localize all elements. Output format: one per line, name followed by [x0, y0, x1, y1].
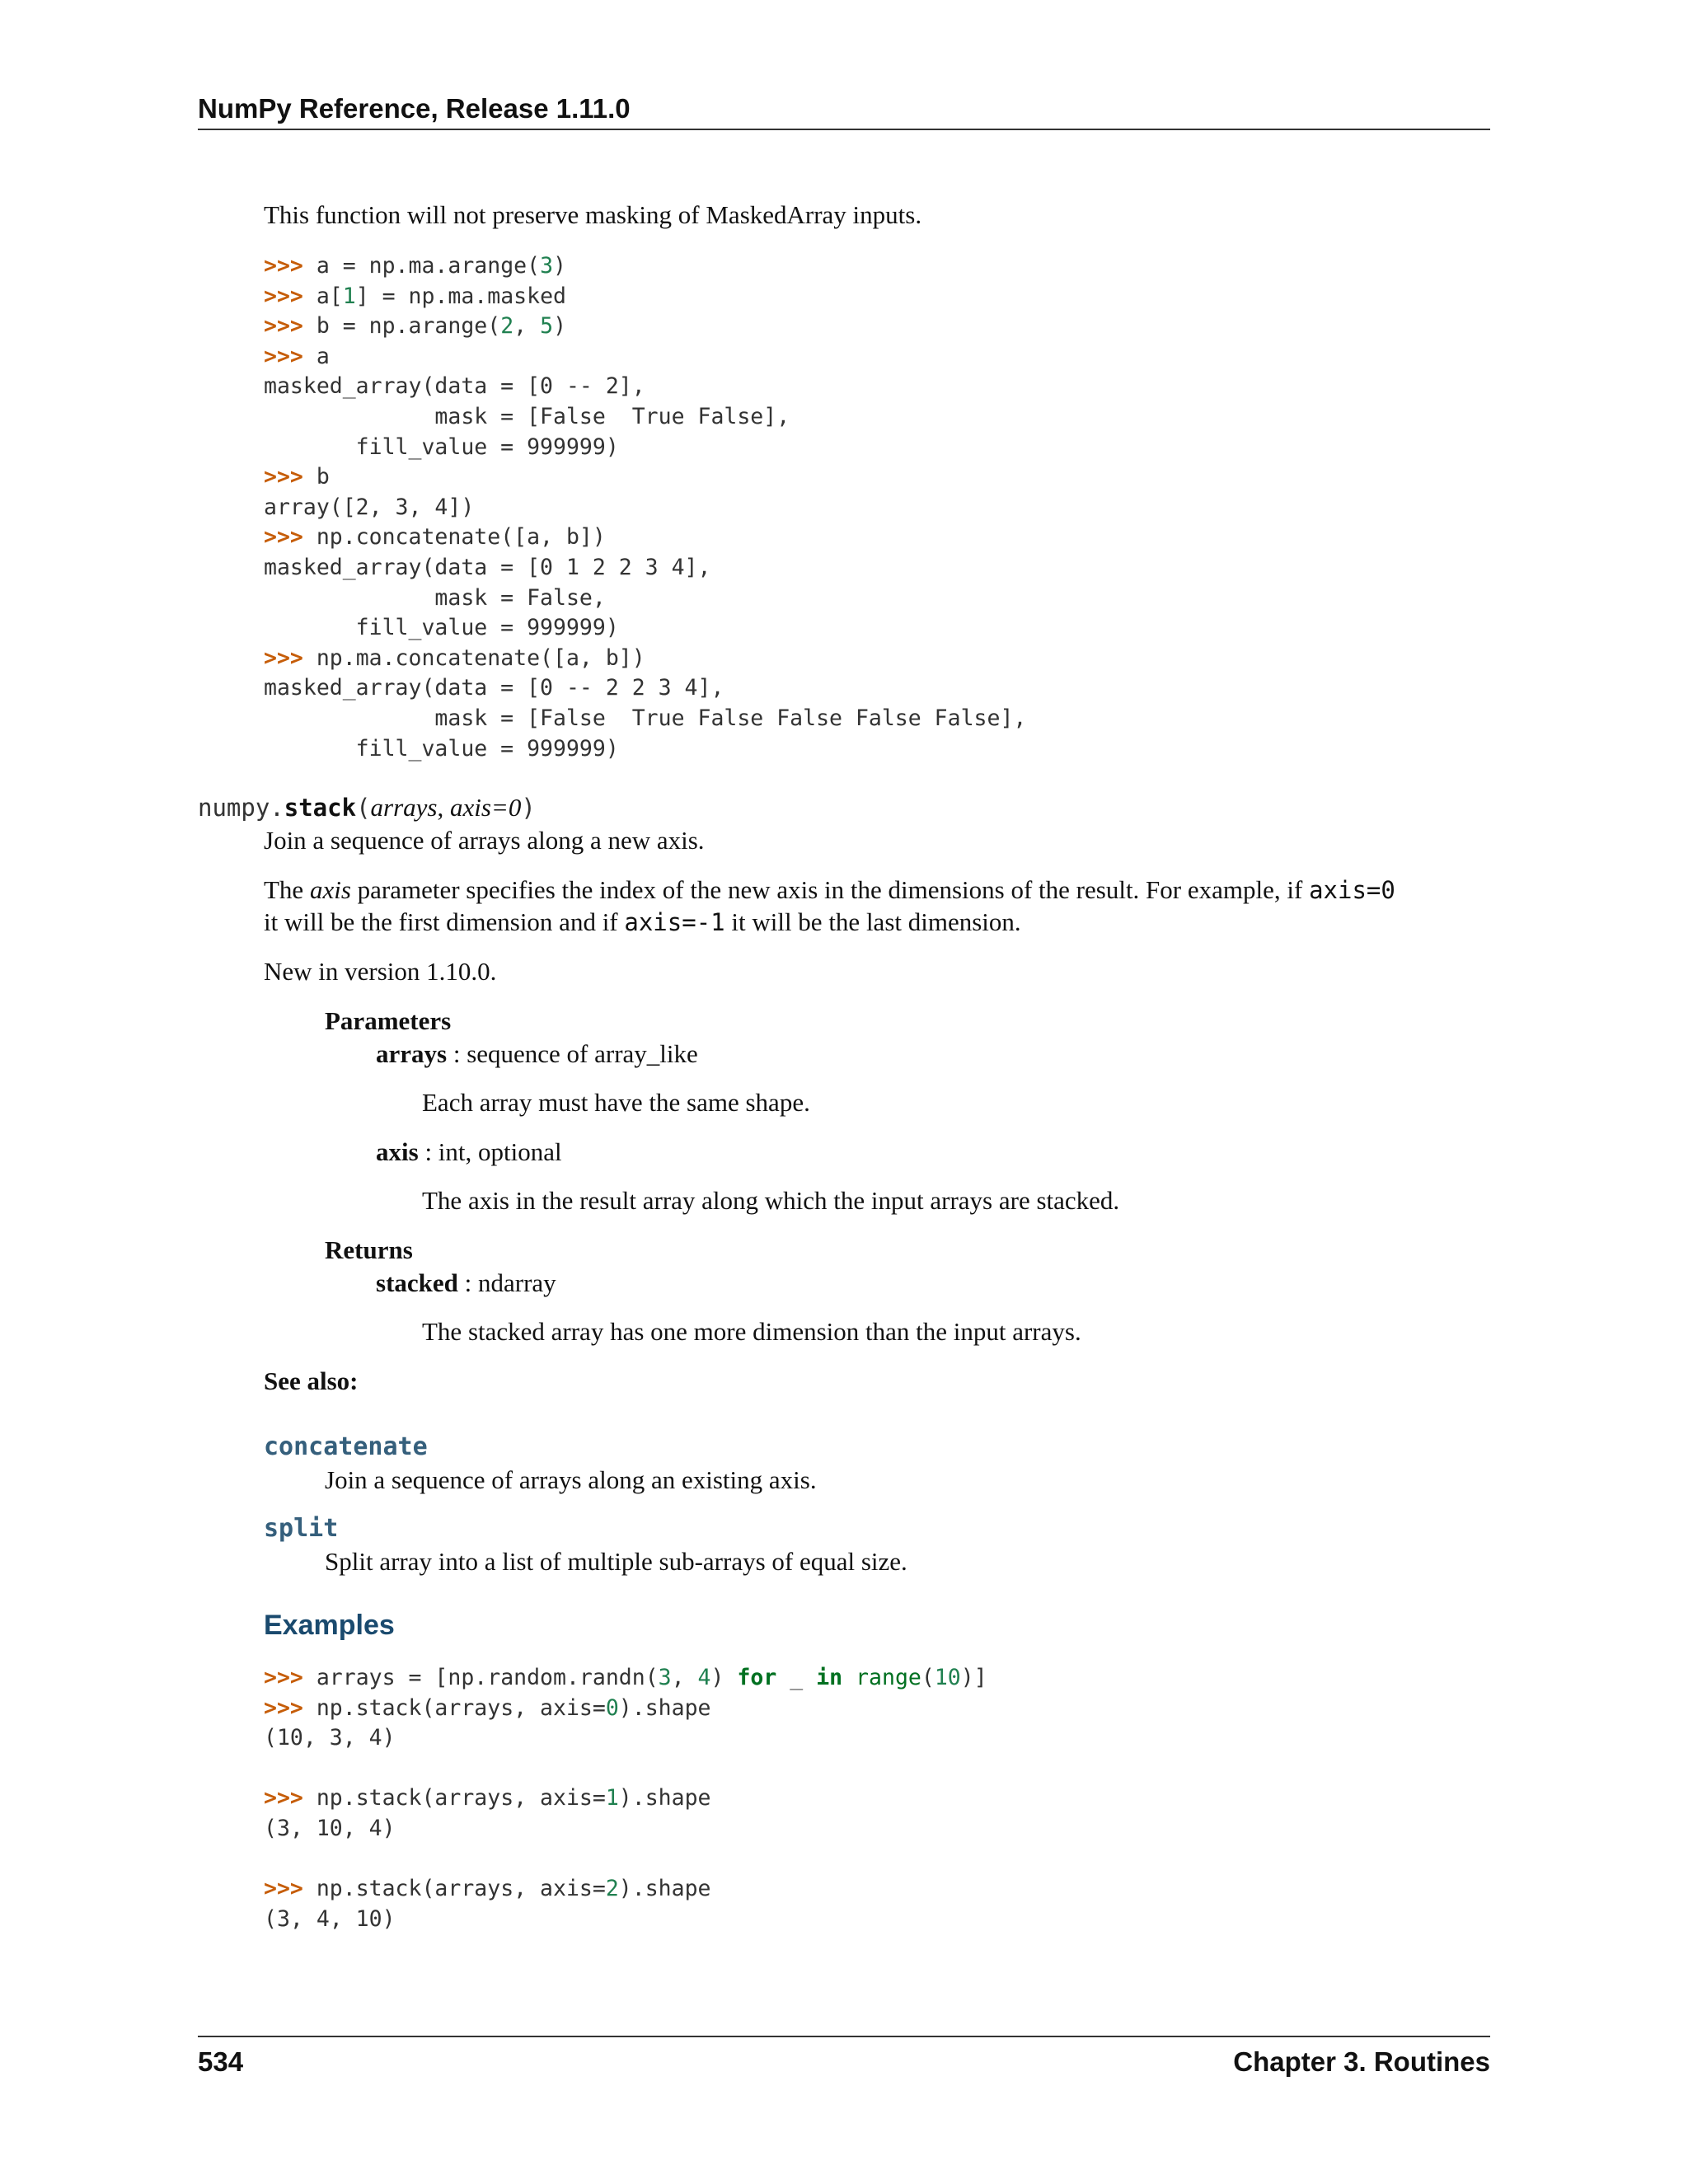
code-block-masked-concatenate: >>> a = np.ma.arange(3) >>> a[1] = np.ma.masked >>> b = np.arange(2, 5) >>> a masked_array(data = [0 -- 2], mask = [False True False], fill_value = 999999) >>> b array([2, 3, 4]) >>> np.concatenate([a, b]) masked_array(data = [0 1 2 2 3 4], mask = False, fill_value = 999999) >>> np.ma.concatenate([a, b]) masked_array(data = [0 -- 2 2 3 4], mask = [False True False False False False], fill_value = 999999) [264, 253, 1027, 762]
examples-heading: Examples [264, 1610, 395, 1641]
axis-description-line1: The axis parameter specifies the index of the new axis in the dimensions of the result. For example, if axis=0 [264, 875, 1395, 904]
return-stacked: stacked : ndarray [376, 1268, 556, 1297]
prompt: >>> [264, 1876, 303, 1902]
page-number: 534 [198, 2046, 244, 2077]
function-summary: Join a sequence of arrays along a new axis. [264, 826, 705, 855]
see-also-link-concatenate[interactable]: concatenate [264, 1432, 428, 1461]
prompt: >>> [264, 524, 303, 551]
prompt: >>> [264, 313, 303, 340]
chapter-title: Chapter 3. Routines [1233, 2046, 1490, 2077]
prompt: >>> [264, 253, 303, 279]
see-also-heading: See also: [264, 1366, 359, 1395]
prompt: >>> [264, 343, 303, 369]
masking-note: This function will not preserve masking of MaskedArray inputs. [264, 200, 922, 229]
code-block-stack-examples: >>> arrays = [np.random.randn(3, 4) for _ in range(10)] >>> np.stack(arrays, axis=0).shape (10, 3, 4) >>> np.stack(arrays, axis=1).shape (3, 10, 4) >>> np.stack(arrays, axis=2).shape (3, 4, 10) [264, 1665, 987, 1932]
prompt: >>> [264, 1785, 303, 1811]
param-arrays-desc: Each array must have the same shape. [422, 1088, 810, 1117]
prompt: >>> [264, 283, 303, 309]
returns-heading: Returns [325, 1235, 413, 1264]
running-footer [198, 2036, 1490, 2079]
param-axis-desc: The axis in the result array along which the input arrays are stacked. [422, 1186, 1120, 1215]
prompt: >>> [264, 1694, 303, 1721]
version-note: New in version 1.10.0. [264, 957, 497, 986]
see-also-desc-split: Split array into a list of multiple sub-arrays of equal size. [325, 1547, 907, 1576]
axis-description-line2: it will be the first dimension and if axis=-1 it will be the last dimension. [264, 907, 1021, 936]
return-stacked-desc: The stacked array has one more dimension than the input arrays. [422, 1317, 1081, 1346]
see-also-link-split[interactable]: split [264, 1514, 339, 1543]
prompt: >>> [264, 644, 303, 671]
see-also-desc-concatenate: Join a sequence of arrays along an existing axis. [325, 1465, 817, 1494]
function-signature: numpy.stack(arrays, axis=0) [198, 793, 536, 822]
parameters-heading: Parameters [325, 1006, 452, 1035]
prompt: >>> [264, 464, 303, 490]
prompt: >>> [264, 1665, 303, 1690]
param-arrays: arrays : sequence of array_like [376, 1039, 698, 1068]
param-axis: axis : int, optional [376, 1137, 562, 1166]
running-header: NumPy Reference, Release 1.11.0 [198, 92, 1490, 130]
